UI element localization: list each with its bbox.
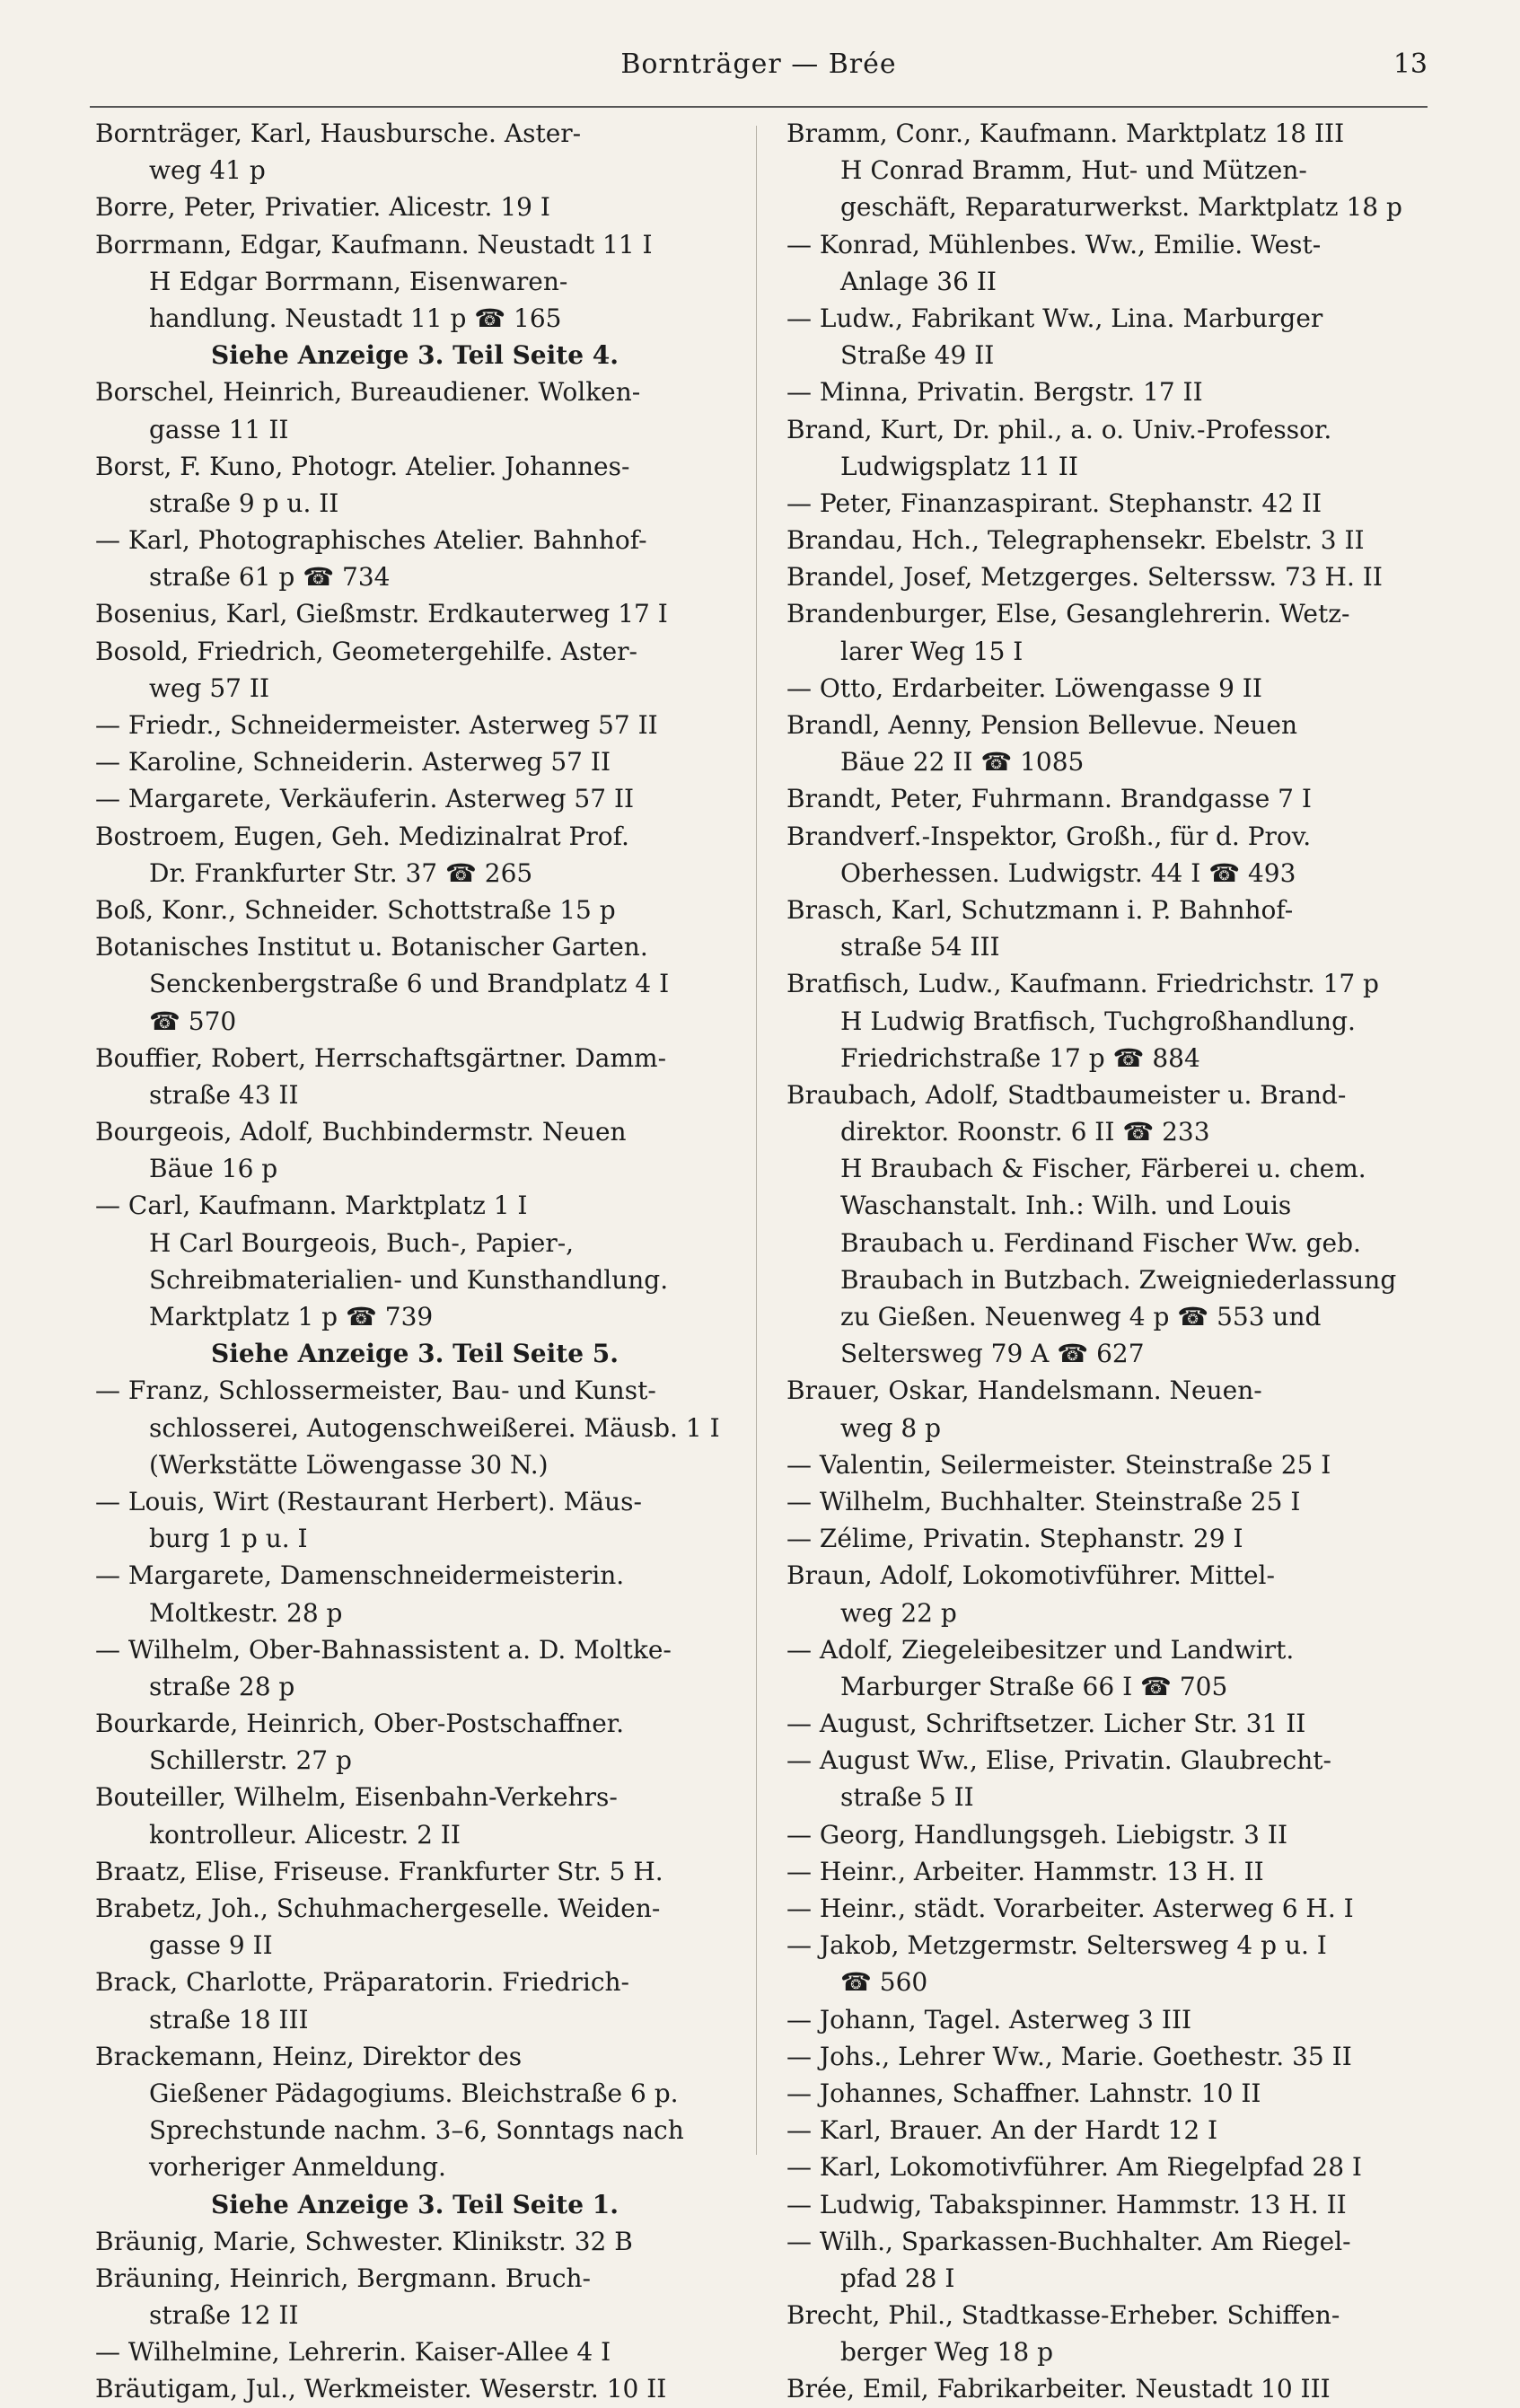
directory-line: Braubach in Butzbach. Zweigniederlassung	[840, 1264, 1397, 1295]
directory-line: Braubach u. Ferdinand Fischer Ww. geb.	[840, 1227, 1361, 1258]
directory-line: — Georg, Handlungsgeh. Liebigstr. 3 II	[786, 1819, 1288, 1850]
directory-line: — Margarete, Damenschneidermeisterin.	[95, 1560, 625, 1591]
directory-line: weg 8 p	[840, 1412, 941, 1443]
directory-line: Brandenburger, Else, Gesanglehrerin. Wetz-	[786, 599, 1350, 629]
directory-line: Braubach, Adolf, Stadtbaumeister u. Brand-	[786, 1079, 1347, 1110]
directory-line: H Conrad Bramm, Hut- und Mützen-	[840, 155, 1307, 186]
directory-line: Brack, Charlotte, Präparatorin. Friedrich-	[95, 1967, 629, 1998]
directory-line: Brackemann, Heinz, Direktor des	[95, 2041, 523, 2071]
directory-line: — Ludwig, Tabakspinner. Hammstr. 13 H. II	[786, 2189, 1347, 2219]
directory-line: Botanisches Institut u. Botanischer Garten.	[95, 932, 648, 962]
directory-line: pfad 28 I	[840, 2263, 955, 2293]
directory-line: Brandau, Hch., Telegraphensekr. Ebelstr. 3 II	[786, 525, 1365, 556]
column-divider	[756, 126, 757, 2155]
directory-line: Bornträger, Karl, Hausbursche. Aster-	[95, 119, 582, 148]
directory-line: Seltersweg 79 A ☎ 627	[840, 1339, 1145, 1369]
directory-line: Senckenbergstraße 6 und Brandplatz 4 I	[149, 969, 670, 999]
directory-line: Waschanstalt. Inh.: Wilh. und Louis	[840, 1191, 1292, 1221]
directory-line: H Ludwig Bratfisch, Tuchgroßhandlung.	[840, 1006, 1356, 1036]
directory-line: — Adolf, Ziegeleibesitzer und Landwirt.	[786, 1634, 1295, 1665]
directory-line: — Johs., Lehrer Ww., Marie. Goethestr. 35 II	[786, 2041, 1352, 2071]
directory-line: Siehe Anzeige 3. Teil Seite 4.	[210, 340, 619, 371]
directory-line: H Edgar Borrmann, Eisenwaren-	[149, 266, 568, 296]
directory-line: Marktplatz 1 p ☎ 739	[149, 1302, 434, 1331]
directory-line: — Louis, Wirt (Restaurant Herbert). Mäus-	[95, 1486, 642, 1516]
directory-line: gasse 11 II	[149, 414, 289, 444]
directory-line: Borrmann, Edgar, Kaufmann. Neustadt 11 I	[95, 229, 653, 259]
directory-line: kontrolleur. Alicestr. 2 II	[149, 1819, 461, 1850]
directory-line: — Wilhelmine, Lehrerin. Kaiser-Allee 4 I	[95, 2337, 611, 2368]
directory-line: — Wilhelm, Buchhalter. Steinstraße 25 I	[786, 1486, 1301, 1516]
directory-line: straße 28 p	[149, 1671, 295, 1701]
directory-line: — Karl, Brauer. An der Hardt 12 I	[786, 2115, 1218, 2146]
directory-line: — Friedr., Schneidermeister. Asterweg 57 II	[95, 710, 658, 740]
directory-line: — Johannes, Schaffner. Lahnstr. 10 II	[786, 2078, 1261, 2108]
directory-line: Oberhessen. Ludwigstr. 44 I ☎ 493	[840, 857, 1296, 888]
directory-line: straße 61 p ☎ 734	[149, 562, 391, 593]
directory-line: ☎ 570	[149, 1006, 237, 1036]
directory-line: Brandl, Aenny, Pension Bellevue. Neuen	[786, 710, 1297, 740]
directory-line: Bäue 16 p	[149, 1154, 278, 1184]
directory-line: geschäft, Reparaturwerkst. Marktplatz 18 p	[840, 192, 1402, 223]
directory-line: Bramm, Conr., Kaufmann. Marktplatz 18 III	[786, 119, 1345, 148]
directory-line: straße 18 III	[149, 2004, 309, 2034]
directory-line: — Zélime, Privatin. Stephanstr. 29 I	[786, 1524, 1243, 1554]
directory-line: Bouffier, Robert, Herrschaftsgärtner. Damm-	[95, 1042, 667, 1073]
directory-line: — Margarete, Verkäuferin. Asterweg 57 II	[95, 784, 635, 814]
directory-line: Brandel, Josef, Metzgerges. Selterssw. 73 H. II	[786, 562, 1383, 593]
directory-line: weg 41 p	[149, 155, 266, 186]
left-column	[95, 115, 734, 2408]
directory-line: direktor. Roonstr. 6 II ☎ 233	[840, 1117, 1210, 1147]
directory-line: straße 5 II	[840, 1782, 974, 1813]
directory-line: — Otto, Erdarbeiter. Löwengasse 9 II	[786, 672, 1262, 703]
directory-line: — Valentin, Seilermeister. Steinstraße 25 I	[786, 1449, 1331, 1480]
directory-line: Borst, F. Kuno, Photogr. Atelier. Johannes-	[95, 451, 630, 481]
directory-line: vorheriger Anmeldung.	[149, 2152, 446, 2183]
directory-line: Moltkestr. 28 p	[149, 1597, 343, 1628]
directory-line: Bourkarde, Heinrich, Ober-Postschaffner.	[95, 1709, 624, 1739]
directory-line: zu Gießen. Neuenweg 4 p ☎ 553 und	[840, 1302, 1322, 1331]
directory-line: — Minna, Privatin. Bergstr. 17 II	[786, 377, 1203, 408]
directory-line: — Peter, Finanzaspirant. Stephanstr. 42 II	[786, 488, 1322, 518]
directory-line: — August, Schriftsetzer. Licher Str. 31 II	[786, 1709, 1306, 1739]
directory-line: — Heinr., Arbeiter. Hammstr. 13 H. II	[786, 1856, 1264, 1886]
directory-line: Brabetz, Joh., Schuhmachergeselle. Weiden-	[95, 1894, 661, 1923]
directory-line: — Ludw., Fabrikant Ww., Lina. Marburger	[786, 303, 1323, 333]
directory-line: schlosserei, Autogenschweißerei. Mäusb. 1 I	[149, 1412, 720, 1443]
directory-line: H Carl Bourgeois, Buch-, Papier-,	[149, 1227, 575, 1258]
directory-line: Sprechstunde nachm. 3–6, Sonntags nach	[149, 2115, 684, 2146]
directory-line: Borschel, Heinrich, Bureaudiener. Wolken-	[95, 377, 641, 408]
directory-line: berger Weg 18 p	[840, 2337, 1054, 2368]
directory-line: Brasch, Karl, Schutzmann i. P. Bahnhof-	[786, 894, 1294, 925]
directory-line: — Carl, Kaufmann. Marktplatz 1 I	[95, 1191, 528, 1221]
directory-line: — Karoline, Schneiderin. Asterweg 57 II	[95, 747, 611, 778]
header-rule	[90, 106, 1428, 108]
directory-line: — Johann, Tagel. Asterweg 3 III	[786, 2004, 1192, 2034]
directory-line: Bourgeois, Adolf, Buchbindermstr. Neuen	[95, 1117, 627, 1147]
directory-line: straße 54 III	[840, 932, 1000, 962]
directory-line: handlung. Neustadt 11 p ☎ 165	[149, 303, 562, 333]
directory-line: Borre, Peter, Privatier. Alicestr. 19 I	[95, 192, 550, 223]
directory-line: ☎ 560	[840, 1967, 928, 1998]
directory-line: Bosold, Friedrich, Geometergehilfe. Aster-	[95, 636, 638, 666]
directory-line: Bouteiller, Wilhelm, Eisenbahn-Verkehrs-	[95, 1782, 618, 1813]
directory-line: straße 9 p u. II	[149, 488, 339, 518]
directory-line: Gießener Pädagogiums. Bleichstraße 6 p.	[149, 2078, 679, 2108]
directory-line: Ludwigsplatz 11 II	[840, 451, 1078, 481]
directory-line: — Heinr., städt. Vorarbeiter. Asterweg 6 H. I	[786, 1894, 1354, 1923]
directory-line: Schreibmaterialien- und Kunsthandlung.	[149, 1264, 669, 1295]
directory-line: Anlage 36 II	[840, 266, 997, 296]
directory-line: Brand, Kurt, Dr. phil., a. o. Univ.-Professor.	[786, 414, 1332, 444]
directory-line: weg 57 II	[149, 672, 270, 703]
directory-line: Schillerstr. 27 p	[149, 1745, 352, 1776]
page-number: 13	[1393, 48, 1428, 80]
directory-line: (Werkstätte Löwengasse 30 N.)	[149, 1449, 549, 1480]
directory-line: weg 22 p	[840, 1597, 957, 1628]
directory-line: Dr. Frankfurter Str. 37 ☎ 265	[149, 857, 533, 888]
directory-line: Bosenius, Karl, Gießmstr. Erdkauterweg 17 I	[95, 599, 668, 629]
directory-line: larer Weg 15 I	[840, 636, 1024, 666]
directory-line: straße 12 II	[149, 2300, 299, 2331]
directory-line: Brecht, Phil., Stadtkasse-Erheber. Schiffen-	[786, 2300, 1340, 2331]
directory-line: — Wilh., Sparkassen-Buchhalter. Am Riegel-	[786, 2226, 1351, 2256]
directory-line: Brandverf.-Inspektor, Großh., für d. Prov.	[786, 821, 1312, 851]
directory-line: — Konrad, Mühlenbes. Ww., Emilie. West-	[786, 229, 1322, 259]
page-title: Bornträger — Brée	[620, 48, 897, 80]
directory-line: — Wilhelm, Ober-Bahnassistent a. D. Moltke-	[95, 1634, 672, 1665]
directory-line: — Franz, Schlossermeister, Bau- und Kunst-	[95, 1375, 656, 1406]
directory-line: Braun, Adolf, Lokomotivführer. Mittel-	[786, 1560, 1275, 1591]
directory-line: Braatz, Elise, Friseuse. Frankfurter Str. 5 H.	[95, 1856, 663, 1886]
directory-line: Straße 49 II	[840, 340, 995, 371]
directory-line: straße 43 II	[149, 1079, 299, 1110]
page-header	[90, 48, 1428, 93]
directory-line: Bratfisch, Ludw., Kaufmann. Friedrichstr. 17 p	[786, 969, 1379, 999]
directory-line: gasse 9 II	[149, 1930, 273, 1961]
directory-line: — Jakob, Metzgermstr. Seltersweg 4 p u. I	[786, 1930, 1327, 1961]
directory-line: Bräutigam, Jul., Werkmeister. Weserstr. 10 II	[95, 2374, 667, 2404]
directory-line: Brée, Emil, Fabrikarbeiter. Neustadt 10 III	[786, 2374, 1331, 2404]
directory-line: Bräuning, Heinrich, Bergmann. Bruch-	[95, 2263, 592, 2293]
directory-line: H Braubach & Fischer, Färberei u. chem.	[840, 1154, 1366, 1184]
right-column	[786, 115, 1426, 2408]
directory-line: Siehe Anzeige 3. Teil Seite 1.	[210, 2189, 619, 2219]
directory-line: — Karl, Lokomotivführer. Am Riegelpfad 28 I	[786, 2152, 1362, 2183]
directory-line: Friedrichstraße 17 p ☎ 884	[840, 1042, 1200, 1073]
directory-line: Marburger Straße 66 I ☎ 705	[840, 1671, 1228, 1701]
directory-line: Brandt, Peter, Fuhrmann. Brandgasse 7 I	[786, 784, 1312, 814]
directory-line: — August Ww., Elise, Privatin. Glaubrecht-	[786, 1745, 1331, 1776]
directory-line: Brauer, Oskar, Handelsmann. Neuen-	[786, 1375, 1262, 1406]
directory-line: — Karl, Photographisches Atelier. Bahnhof-	[95, 525, 647, 556]
directory-line: Bräunig, Marie, Schwester. Klinikstr. 32 B	[95, 2226, 633, 2256]
directory-line: Bostroem, Eugen, Geh. Medizinalrat Prof.	[95, 821, 629, 851]
directory-line: Boß, Konr., Schneider. Schottstraße 15 p	[95, 894, 616, 925]
directory-line: Siehe Anzeige 3. Teil Seite 5.	[210, 1339, 619, 1369]
directory-line: burg 1 p u. I	[149, 1524, 308, 1554]
directory-line: Bäue 22 II ☎ 1085	[840, 747, 1085, 778]
